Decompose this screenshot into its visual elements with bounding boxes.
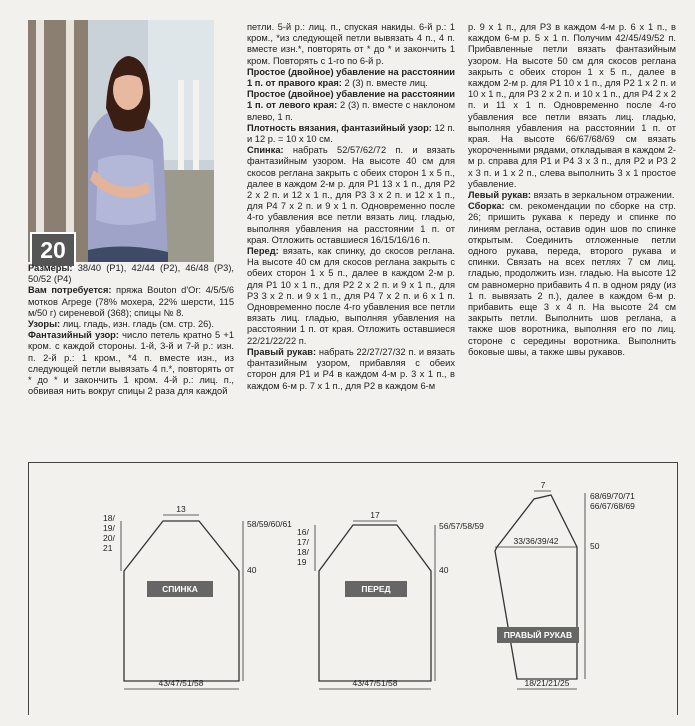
front-paragraph [247,246,455,347]
sizes-paragraph [28,263,234,285]
back-bottom-width: 43/47/51/58 [158,678,204,688]
materials-text: пряжа Bouton d'Or: 4/5/5/6 мотков Arpege (78% мохера, 22% шерсти, 115 м/50 г) сиреневой (368); спицы № 8. [28,285,234,318]
model-photo [28,20,214,262]
dec-left-label: Простое (двойное) убавление на расстоянии 1 п. от левого края: [247,89,455,111]
assembly-label: Сборка: [468,201,505,212]
back-paragraph [247,145,455,246]
front-bottom-width: 43/47/51/58 [352,678,398,688]
front-scheme [297,510,484,689]
page-number-badge: 20 [30,232,76,268]
fancy-pattern-label: Фантазийный узор: [28,330,119,341]
dec-right-paragraph [247,67,455,89]
sleeve-mid-width: 33/36/39/42 [513,536,559,546]
front-text: вязать, как спинку, до скосов реглана. На высоте 40 см для скосов реглана закрыть с обеих сторон 1 х 5 п., далее в каждом 2-м р. для Р1 10 х 1 п., для Р2 2 х 2 п. и 9 х 1 п., для Р3 3 х 2 п. и 9 х 1 п., для Р4 7 х 2 п. и 6 х 1 п. Одновременно после 4-го убавления все петли вязать лиц. гладью, выполняя убавления на расстоянии 1 п. от края. Отложить оставшиеся 22/21/22/22 п. [247,246,455,346]
back-raglan-height: 18/ 19/ 20/ 21 [103,513,115,553]
left-sleeve-label: Левый рукав: [468,190,532,201]
front-label: Перед: [247,246,279,257]
front-tag: ПЕРЕД [361,584,391,594]
front-top-width: 17 [370,510,380,520]
left-sleeve-paragraph [468,190,676,201]
sleeve-scheme [495,480,635,689]
assembly-paragraph [468,201,676,358]
patterns-text: лиц. гладь, изн. гладь (см. стр. 26). [60,319,214,330]
sizes-label: Размеры: [28,263,73,273]
right-sleeve-paragraph [247,347,455,392]
front-raglan-height: 16/ 17/ 18/ 19 [297,527,309,567]
front-total-height: 56/57/58/59 [439,521,484,531]
fancy-pattern-text: число петель кратно 5 +1 кром. с каждой стороны. 1-й, 3-й и 7-й р.: изн. п. 2-й р.: 1 кром., *4 п. вместе изн., из следующей петли вывязать 4 п.*, повторять от * до * и закончить 1 кром. 4-й р.: лиц. п., обвивая нить вокруг спицы 2 раза для каждой [28,330,234,397]
sleeve-short-height: 66/67/68/69 [590,501,635,511]
back-total-height: 58/59/60/61 [247,519,292,529]
density-text: 12 п. и 12 р. = 10 х 10 см. [247,122,456,145]
text-column-2 [247,22,455,392]
sizes-text: 38/40 (P1), 42/44 (P2), 46/48 (P3), 50/52 (P4) [28,263,234,285]
back-text: набрать 52/57/62/72 п. и вязать фантазийным узором. На высоте 40 см для скосов реглана закрыть с обеих сторон 1 х 5 п., далее в каждом 2-м р. для Р1 13 х 1 п., для Р2 2 х 2 п. и 12 х 1 п., для Р3 3 х 2 п. и 12 х 1 п., для Р4 7 х 2 п. и 9 х 1 п. Одновременно после 4-го убавления все петли вязать лиц. гладью, выполняя убавления на расстоянии 1 п. от края. Отложить оставшиеся 16/15/16/16 п. [247,145,455,245]
dec-right-text: 2 (3) п. вместе лиц. [341,78,428,89]
fancy-pattern-paragraph [28,330,234,397]
right-sleeve-label: Правый рукав: [247,346,317,357]
sleeve-continuation: р. 9 х 1 п., для Р3 в каждом 4-м р. 6 х 1 п., в каждом 6-м р. 5 х 1 п. Получим 42/45/49/52 п. Прибавленные петли вязать фантазийным узором. На высоте 50 см для скосов реглана закрыть с обеих сторон 1 х 5 п., далее в каждом 2-м р. для Р1 10 х 1 п., для Р2 1 х 2 п. и 10 х 1 п., для Р3 2 х 2 п. и 10 х 1 п., для Р4 2 х 2 п. и 11 х 1 п. Одновременно после 4-го убавления все петли вязать лиц. гладью, выполняя убавления на расстоянии 1 п. от края. На высоте 66/67/68/69 см вязать укороченными рядами, откладывая в каждом 2-м р. справа для Р1 и Р4 3 х 3 п., для Р2 и Р3 2 х 3 п. и 1 х 2 п., слева выполнить 3 х 1 простое убавление. [468,22,676,189]
sleeve-top-width: 7 [540,480,546,490]
patterns-label: Узоры: [28,319,61,330]
dec-left-paragraph [247,89,455,123]
materials-label: Вам потребуется: [28,285,112,296]
sleeve-side-height: 50 [590,541,600,551]
back-top-width: 13 [176,504,186,514]
sleeve-tag: ПРАВЫЙ РУКАВ [503,630,573,640]
dec-right-label: Простое (двойное) убавление на расстоянии 1 п. от правого края: [247,66,455,89]
right-sleeve-text: набрать 22/27/27/32 п. и вязать фантазийным узором, прибавляя с обеих сторон для Р1 и Р4 в каждом 4-м р. 3 х 1 п., в каждом 6-м р. 7 х 1 п., для Р2 в каждом 6-м [247,346,455,391]
text-column-3 [468,22,676,358]
back-scheme [103,504,292,689]
pattern-continuation: петли. 5-й р.: лиц. п., спуская накиды. 6-й р.: 1 кром., *из следующей петли вывязать 4 п., 4 п. вместе изн.*, повторять от * до * и закончить 1 кром. Повторять с 1-го по 6-й р. [247,22,455,66]
back-label: Спинка: [247,145,284,156]
back-side-height: 40 [247,565,257,575]
assembly-text: см. рекомендации по сборке на стр. 26; пришить рукава к переду и спинке по линиям реглана, оставив один шов по спинке открытым. Соединить отложенные петли одного рукава, переда, второго рукава и спинки. Связать на всех петлях 7 см лиц. гладью, продолжить изн. гладью. На высоте 12 см равномерно прибавить 4 п. в одном ряду (из 1 п. вывязать 2 п.), далее в каждом 6-м р. прибавить еще 3 х 4 п. На высоте 24 см закрыть петли. Выполнить шов реглана, а также шов воротника, выполняя его по лиц. стороне с середины воротника. Выполнить боковые швы, а также швы рукавов. [468,201,676,357]
sleeve-total-height: 68/69/70/71 [590,491,635,501]
sleeve-bottom-width: 18/21/21/25 [524,678,570,688]
density-label: Плотность вязания, фантазийный узор: [247,122,432,133]
back-tag: СПИНКА [162,584,198,594]
materials-paragraph [28,285,234,319]
left-sleeve-text: вязать в зеркальном отражении. [531,190,675,201]
dec-left-text: 2 (3) п. вместе с наклоном влево, 1 п. [247,100,455,122]
patterns-paragraph [28,319,234,330]
text-column-1 [28,263,234,397]
pattern-schemes-box [28,462,678,715]
front-side-height: 40 [439,565,449,575]
density-paragraph [247,123,455,145]
